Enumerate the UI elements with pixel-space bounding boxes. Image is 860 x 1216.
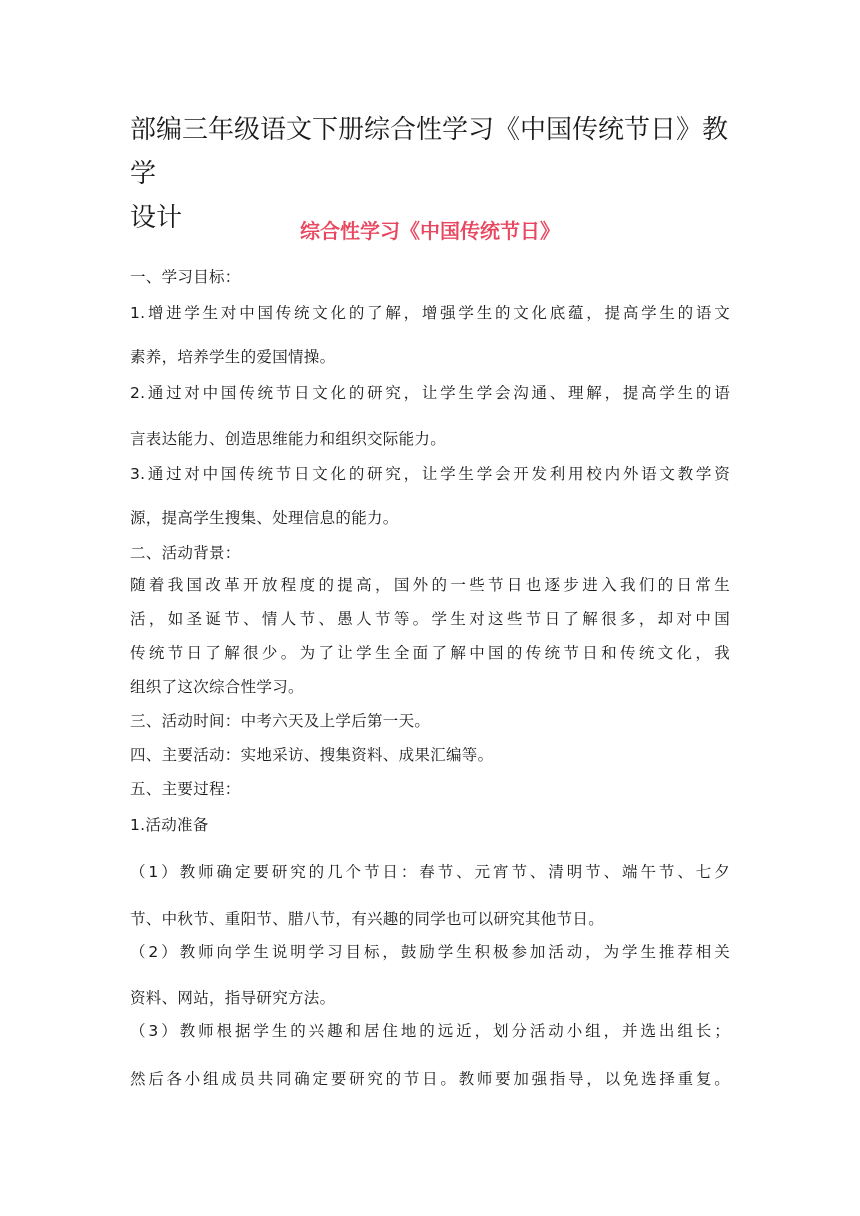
- paragraph-line: （1）教师确定要研究的几个节日：春节、元宵节、清明节、端午节、七夕: [130, 863, 730, 881]
- paragraph-line: （2）教师向学生说明学习目标，鼓励学生积极参加活动，为学生推荐相关: [130, 943, 730, 961]
- paragraph-line: 言表达能力、创造思维能力和组织交际能力。: [130, 430, 447, 448]
- heading-main-activities: 四、主要活动：实地采访、搜集资料、成果汇编等。: [130, 746, 494, 764]
- heading-learning-goals: 一、学习目标：: [130, 268, 241, 286]
- paragraph-line: 素养，培养学生的爱国情操。: [130, 348, 336, 366]
- paragraph-line: 2.通过对中国传统节日文化的研究，让学生学会沟通、理解，提高学生的语: [130, 384, 730, 402]
- paragraph-line: 1.增进学生对中国传统文化的了解，增强学生的文化底蕴，提高学生的语文: [130, 304, 730, 322]
- paragraph-line: （3）教师根据学生的兴趣和居住地的远近，划分活动小组，并选出组长；: [130, 1022, 730, 1040]
- heading-activity-time: 三、活动时间：中考六天及上学后第一天。: [130, 712, 431, 730]
- paragraph-line: 随着我国改革开放程度的提高，国外的一些节日也逐步进入我们的日常生: [130, 576, 730, 594]
- paragraph-line: 然后各小组成员共同确定要研究的节日。教师要加强指导，以免选择重复。: [130, 1070, 730, 1088]
- heading-main-process: 五、主要过程：: [130, 780, 241, 798]
- document-title-line-2: 设计: [130, 203, 183, 233]
- document-title-line-1: 部编三年级语文下册综合性学习《中国传统节日》教学: [130, 115, 729, 189]
- heading-activity-preparation: 1.活动准备: [130, 816, 209, 834]
- paragraph-line: 节、中秋节、重阳节、腊八节，有兴趣的同学也可以研究其他节日。: [130, 910, 605, 928]
- heading-activity-background: 二、活动背景：: [130, 544, 241, 562]
- paragraph-line: 活，如圣诞节、情人节、愚人节等。学生对这些节日了解很多，却对中国: [130, 610, 730, 628]
- paragraph-line: 传统节日了解很少。为了让学生全面了解中国的传统节日和传统文化，我: [130, 644, 730, 662]
- paragraph-line: 组织了这次综合性学习。: [130, 678, 304, 696]
- paragraph-line: 资料、网站，指导研究方法。: [130, 989, 336, 1007]
- section-subtitle: 综合性学习《中国传统节日》: [300, 219, 560, 243]
- paragraph-line: 3.通过对中国传统节日文化的研究，让学生学会开发利用校内外语文教学资: [130, 465, 730, 483]
- paragraph-line: 源，提高学生搜集、处理信息的能力。: [130, 509, 399, 527]
